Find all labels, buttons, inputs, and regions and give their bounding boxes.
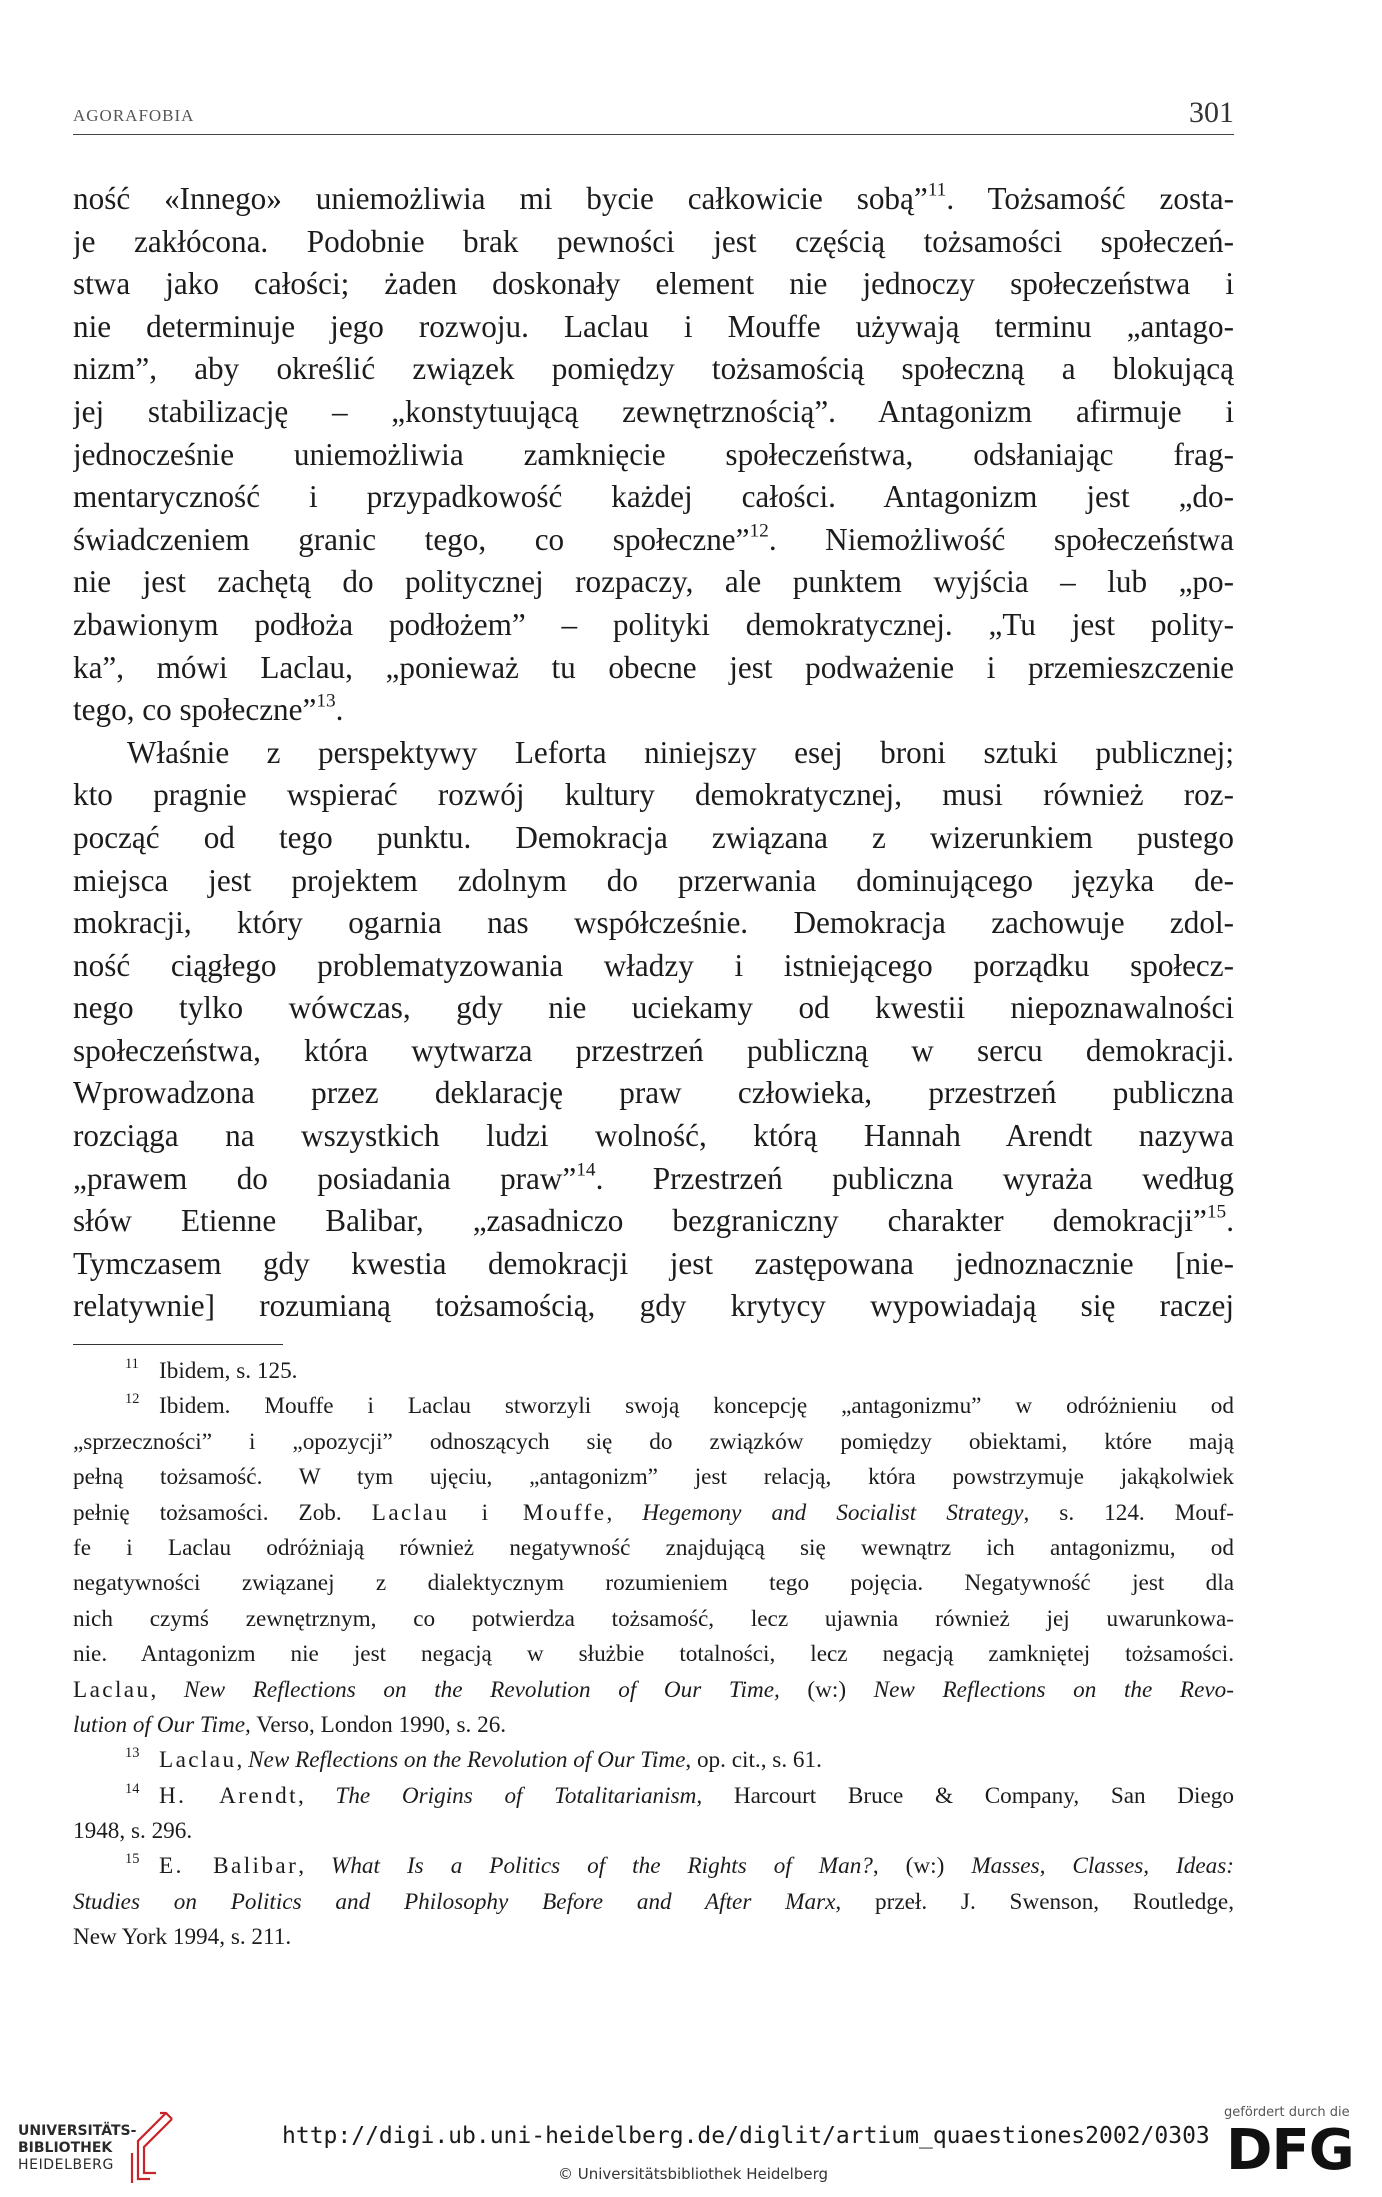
text-line: zbawionym podłoża podłożem” – polityki demokratycznej. „Tu jest polity- <box>73 606 1234 642</box>
text-line: miejsca jest projektem zdolnym do przerwania dominującego języka de- <box>73 862 1234 898</box>
text-line: ka”, mówi Laclau, „ponieważ tu obecne jest podważenie i przemieszczenie <box>73 649 1234 685</box>
text-line: Właśnie z perspektywy Leforta niniejszy esej broni sztuki publicznej; <box>127 734 1234 770</box>
copyright-notice: © Universitätsbibliothek Heidelberg <box>558 2165 829 2183</box>
text-line: rozciąga na wszystkich ludzi wolność, którą Hannah Arendt nazywa <box>73 1118 1234 1154</box>
text-run: . <box>335 692 344 728</box>
library-name-line: UNIVERSITÄTS- <box>18 2123 137 2139</box>
footnote-line: pełną tożsamość. W tym ujęciu, „antagonizm” jest relacją, która powstrzymuje jakąkolwiek <box>73 1464 1234 1491</box>
citation-title: The Origins of Totalitarianism, <box>335 1782 703 1809</box>
footnote-11: $^{11}$ Ibidem, s. 125. <box>125 1355 298 1384</box>
library-logo-icon <box>126 2109 176 2183</box>
text-line: nizm”, aby określić związek pomiędzy tożsamością społeczną a blokującą <box>73 351 1234 387</box>
text-run: świadczeniem granic tego, co społeczne” <box>73 521 750 557</box>
footnote-text: Harcourt Bruce & Company, San Diego <box>733 1782 1234 1809</box>
running-title: AGORAFOBIA <box>73 106 195 125</box>
footnote-text: Verso, London 1990, s. 26. <box>256 1711 507 1738</box>
footnote-12: $^{12}$ Ibidem. Mouffe i Laclau stworzyli swoją koncepcję „antagonizmu” w odróżnieniu od <box>125 1391 1234 1420</box>
footnote-text: , <box>298 1853 305 1880</box>
footnote-text: (w:) <box>807 1676 847 1703</box>
citation-author: Laclau i Mouffe <box>371 1499 607 1526</box>
text-run: . Niemożliwość społeczeństwa <box>768 521 1234 557</box>
source-url-link[interactable]: http://digi.ub.uni-heidelberg.de/diglit/artium_quaestiones2002/0303 <box>282 2123 1210 2149</box>
text-line: mokracji, który ogarnia nas współcześnie. Demokracja zachowuje zdol- <box>73 905 1234 941</box>
footnote-13: $^{13}$ Laclau, New Reflections on the Revolution of Our Time, op. cit., s. 61. <box>125 1745 822 1774</box>
footnote-text: , <box>297 1782 304 1809</box>
footnote-14: $^{14}$ H. Arendt, The Origins of Totalitarianism, Harcourt Bruce & Company, San Diego <box>125 1780 1234 1809</box>
footnote-ref: 14 <box>576 1159 596 1181</box>
text-line: ność ciągłego problematyzowania władzy i istniejącego porządku społecz- <box>73 947 1234 983</box>
footnote-line: 1948, s. 296. <box>73 1818 193 1845</box>
text-line: jej stabilizację – „konstytuującą zewnętrznością”. Antagonizm afirmuje i <box>73 393 1234 429</box>
footnote-text: Ibidem. Mouffe i Laclau stworzyli swoją koncepcję „antagonizmu” w odróżnieniu od <box>159 1393 1234 1420</box>
text-line: nie determinuje jego rozwoju. Laclau i Mouffe używają terminu „antago- <box>73 308 1234 344</box>
citation-title: New Reflections on the Revo- <box>873 1676 1234 1703</box>
citation-title: lution of Our Time, <box>73 1711 251 1738</box>
footnote-ref: 11 <box>927 179 947 201</box>
footnote-line: New York 1994, s. 211. <box>73 1924 292 1951</box>
text-line <box>73 519 1234 562</box>
text-run: . <box>1226 1203 1234 1239</box>
footnote-divider <box>73 1344 283 1345</box>
footnote-line <box>73 1885 1234 1920</box>
footnote-line <box>73 1708 1234 1743</box>
text-run: . Tożsamość zosta- <box>946 181 1234 216</box>
footnote-text: Ibidem, s. 125. <box>159 1358 298 1384</box>
text-line: relatywnie] rozumianą tożsamością, gdy krytycy wypowiadają się raczej <box>73 1288 1234 1324</box>
text-line: mentaryczność i przypadkowość każdej całości. Antagonizm jest „do- <box>73 479 1234 515</box>
text-line: nie jest zachętą do politycznej rozpaczy, ale punktem wyjścia – lub „po- <box>73 564 1234 600</box>
footnote-ref: 12 <box>749 520 769 542</box>
text-line: kto pragnie wspierać rozwój kultury demokratycznej, musi również roz- <box>73 777 1234 813</box>
footnote-text: pełnię tożsamości. Zob. <box>73 1499 342 1526</box>
text-line: jednocześnie uniemożliwia zamknięcie społeczeństwa, odsłaniając frag- <box>73 436 1234 472</box>
text-line <box>73 689 1234 732</box>
text-line <box>73 1200 1234 1243</box>
library-name-line: HEIDELBERG <box>18 2157 114 2173</box>
text-line: stwa jako całości; żaden doskonały element nie jednoczy społeczeństwa i <box>73 266 1234 302</box>
page-number: 301 <box>1189 96 1234 129</box>
citation-title: Masses, Classes, Ideas: <box>971 1853 1234 1880</box>
footnote-ref: 15 <box>1206 1201 1227 1223</box>
running-head <box>73 92 1234 135</box>
text-line <box>73 1158 1234 1201</box>
citation-author: H. Arendt <box>159 1782 298 1809</box>
text-run: ność «Innego» uniemożliwia mi bycie całkowicie sobą” <box>73 181 928 216</box>
text-line: społeczeństwa, która wytwarza przestrzeń publiczną w sercu demokracji. <box>73 1032 1234 1068</box>
library-name-line: BIBLIOTHEK <box>18 2140 113 2156</box>
citation-title: Studies on Politics and Philosophy Before and After Marx, <box>73 1888 842 1915</box>
citation-title: New Reflections on the Revolution of Our Time <box>248 1747 686 1774</box>
text-run: . Przestrzeń publiczna wyraża według <box>595 1160 1234 1196</box>
footnotes <box>73 1354 1234 1956</box>
footnote-line <box>73 1673 1234 1708</box>
footnote-text: , <box>236 1747 243 1774</box>
text-run: słów Etienne Balibar, „zasadniczo bezgraniczny charakter demokracji” <box>73 1203 1207 1239</box>
text-line: je zakłócona. Podobnie brak pewności jest częścią tożsamości społeczeń- <box>73 223 1234 259</box>
footnote-line: negatywności związanej z dialektycznym rozumieniem tego pojęcia. Negatywność jest dla <box>73 1570 1234 1597</box>
citation-title: What Is a Politics of the Rights of Man? <box>331 1853 873 1880</box>
footnote-line <box>73 1496 1234 1531</box>
library-name <box>18 2123 136 2174</box>
dfg-logo: DFG <box>1226 2118 1354 2183</box>
text-line: Wprowadzona przez deklarację praw człowieka, przestrzeń publiczna <box>73 1075 1234 1111</box>
citation-title: New Reflections on the Revolution of Our Time, <box>183 1676 780 1703</box>
footnote-line: nich czymś zewnętrznym, co potwierdza tożsamość, lecz ujawnia również jej uwarunkowa- <box>73 1605 1234 1632</box>
text-line: począć od tego punktu. Demokracja związana z wizerunkiem pustego <box>73 819 1234 855</box>
text-line: nego tylko wówczas, gdy nie uciekamy od kwestii niepoznawalności <box>73 990 1234 1026</box>
footnote-line: fe i Laclau odróżniają również negatywność znajdującą się wewnątrz ich antagonizmu, od <box>73 1534 1234 1561</box>
digitization-footer <box>0 2095 1382 2197</box>
footnote-text: , <box>150 1676 157 1703</box>
body-text <box>73 178 1234 1328</box>
footnote-text: , op. cit., s. 61. <box>685 1747 822 1774</box>
text-line <box>73 178 1234 221</box>
text-run: „prawem do posiadania praw” <box>73 1160 577 1196</box>
footnote-text: , (w:) <box>872 1853 945 1880</box>
citation-author: E. Balibar <box>159 1853 299 1880</box>
footnote-line: nie. Antagonizm nie jest negacją w służbie totalności, lecz negacją zamkniętej tożsamości. <box>73 1641 1234 1668</box>
citation-author: Laclau <box>73 1676 151 1703</box>
text-run: tego, co społeczne” <box>73 692 317 728</box>
footnote-15: $^{15}$ E. Balibar, What Is a Politics of the Rights of Man?, (w:) Masses, Classes, Ideas: <box>125 1851 1234 1880</box>
footnote-text: , <box>606 1499 613 1526</box>
citation-author: Laclau <box>159 1747 237 1774</box>
footnote-text: przeł. J. Swenson, Routledge, <box>875 1888 1234 1915</box>
footnote-ref: 13 <box>316 690 336 712</box>
citation-title: Hegemony and Socialist Strategy <box>642 1499 1024 1526</box>
text-line: Tymczasem gdy kwestia demokracji jest zastępowana jednoznacznie [nie- <box>73 1245 1234 1281</box>
footnote-line: „sprzeczności” i „opozycji” odnoszących się do związków pomiędzy obiektami, które mają <box>73 1428 1234 1455</box>
funding-caption: gefördert durch die <box>1224 2105 1350 2120</box>
footnote-text: , s. 124. Mouf- <box>1023 1499 1234 1526</box>
